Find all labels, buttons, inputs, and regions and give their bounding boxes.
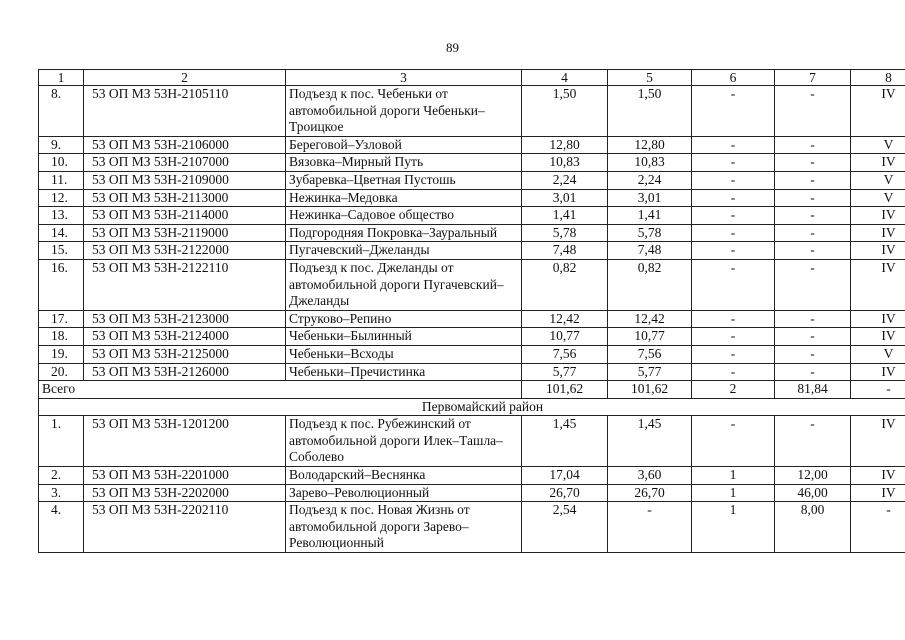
table-header-row — [39, 70, 905, 86]
row-number: 11. — [39, 171, 84, 189]
length-total: 2,54 — [522, 502, 608, 553]
road-code: 53 ОП МЗ 53Н-2201000 — [84, 467, 286, 485]
length-total: 1,41 — [522, 207, 608, 225]
length-total: 12,42 — [522, 310, 608, 328]
length-paved: 5,78 — [608, 224, 692, 242]
length-total: 26,70 — [522, 484, 608, 502]
col6-value: 1 — [692, 467, 775, 485]
road-name: Чебеньки–Пречистинка — [286, 363, 522, 381]
table-row — [39, 328, 905, 346]
length-total: 12,80 — [522, 136, 608, 154]
col6-value: - — [692, 310, 775, 328]
road-category: IV — [851, 86, 905, 137]
length-total: 3,01 — [522, 189, 608, 207]
road-category: IV — [851, 224, 905, 242]
total-length: 101,62 — [522, 381, 608, 399]
table-row — [39, 242, 905, 260]
road-code: 53 ОП МЗ 53Н-2106000 — [84, 136, 286, 154]
table-row — [39, 467, 905, 485]
road-name: Вязовка–Мирный Путь — [286, 154, 522, 172]
length-total: 5,78 — [522, 224, 608, 242]
road-category: V — [851, 171, 905, 189]
road-code: 53 ОП МЗ 53Н-2114000 — [84, 207, 286, 225]
col7-value: - — [775, 363, 851, 381]
length-paved: - — [608, 502, 692, 553]
section-title: Первомайский район — [39, 398, 905, 416]
total-col8: - — [851, 381, 905, 399]
length-total: 2,24 — [522, 171, 608, 189]
road-name: Пугачевский–Джеланды — [286, 242, 522, 260]
col6-value: - — [692, 86, 775, 137]
road-name: Володарский–Веснянка — [286, 467, 522, 485]
road-category: IV — [851, 259, 905, 310]
table-row — [39, 416, 905, 467]
length-total: 7,48 — [522, 242, 608, 260]
road-code: 53 ОП МЗ 53Н-2125000 — [84, 345, 286, 363]
road-name: Чебеньки–Былинный — [286, 328, 522, 346]
col7-value: - — [775, 136, 851, 154]
section-row — [39, 398, 905, 416]
length-paved: 0,82 — [608, 259, 692, 310]
length-paved: 1,41 — [608, 207, 692, 225]
row-number: 2. — [39, 467, 84, 485]
table-row — [39, 310, 905, 328]
row-number: 10. — [39, 154, 84, 172]
road-name: Струково–Репино — [286, 310, 522, 328]
col6-value: - — [692, 189, 775, 207]
col6-value: - — [692, 259, 775, 310]
page-number: 89 — [446, 40, 459, 55]
row-number: 3. — [39, 484, 84, 502]
col6-value: - — [692, 363, 775, 381]
length-total: 10,77 — [522, 328, 608, 346]
length-paved: 7,56 — [608, 345, 692, 363]
col7-value: - — [775, 259, 851, 310]
total-col7: 81,84 — [775, 381, 851, 399]
length-paved: 12,80 — [608, 136, 692, 154]
road-code: 53 ОП МЗ 53Н-2113000 — [84, 189, 286, 207]
road-name: Подъезд к пос. Новая Жизнь от автомобильной дороги Зарево–Революционный — [286, 502, 522, 553]
table-row — [39, 171, 905, 189]
length-total: 1,50 — [522, 86, 608, 137]
road-name: Зарево–Революционный — [286, 484, 522, 502]
road-name: Зубаревка–Цветная Пустошь — [286, 171, 522, 189]
column-header: 3 — [286, 70, 522, 86]
length-paved: 3,60 — [608, 467, 692, 485]
total-length-paved: 101,62 — [608, 381, 692, 399]
road-code: 53 ОП МЗ 53Н-2109000 — [84, 171, 286, 189]
road-name: Подъезд к пос. Джеланды от автомобильной дороги Пугачевский–Джеланды — [286, 259, 522, 310]
length-paved: 10,77 — [608, 328, 692, 346]
col6-value: - — [692, 136, 775, 154]
column-header: 2 — [84, 70, 286, 86]
length-paved: 12,42 — [608, 310, 692, 328]
col7-value: - — [775, 189, 851, 207]
table-row — [39, 484, 905, 502]
row-number: 20. — [39, 363, 84, 381]
col7-value: 46,00 — [775, 484, 851, 502]
length-paved: 3,01 — [608, 189, 692, 207]
length-paved: 1,50 — [608, 86, 692, 137]
road-name: Чебеньки–Всходы — [286, 345, 522, 363]
length-paved: 10,83 — [608, 154, 692, 172]
road-code: 53 ОП МЗ 53Н-2202000 — [84, 484, 286, 502]
row-number: 18. — [39, 328, 84, 346]
table-row — [39, 86, 905, 137]
row-number: 1. — [39, 416, 84, 467]
road-code: 53 ОП МЗ 53Н-2123000 — [84, 310, 286, 328]
row-number: 8. — [39, 86, 84, 137]
col7-value: 12,00 — [775, 467, 851, 485]
road-category: IV — [851, 310, 905, 328]
road-code: 53 ОП МЗ 53Н-2119000 — [84, 224, 286, 242]
road-category: IV — [851, 242, 905, 260]
row-number: 15. — [39, 242, 84, 260]
col6-value: - — [692, 328, 775, 346]
col6-value: - — [692, 242, 775, 260]
col6-value: - — [692, 154, 775, 172]
col6-value: - — [692, 345, 775, 363]
col7-value: - — [775, 416, 851, 467]
length-total: 10,83 — [522, 154, 608, 172]
road-category: - — [851, 502, 905, 553]
road-category: V — [851, 189, 905, 207]
road-category: IV — [851, 328, 905, 346]
table-row — [39, 502, 905, 553]
road-name: Береговой–Узловой — [286, 136, 522, 154]
road-name: Подъезд к пос. Рубежинский от автомобильной дороги Илек–Ташла–Соболево — [286, 416, 522, 467]
table-row — [39, 363, 905, 381]
length-total: 1,45 — [522, 416, 608, 467]
road-category: V — [851, 136, 905, 154]
row-number: 19. — [39, 345, 84, 363]
col7-value: - — [775, 310, 851, 328]
column-header: 7 — [775, 70, 851, 86]
col7-value: - — [775, 86, 851, 137]
road-code: 53 ОП МЗ 53Н-2124000 — [84, 328, 286, 346]
column-header: 4 — [522, 70, 608, 86]
road-category: IV — [851, 363, 905, 381]
col6-value: 1 — [692, 484, 775, 502]
road-code: 53 ОП МЗ 53Н-2202110 — [84, 502, 286, 553]
road-category: IV — [851, 207, 905, 225]
road-category: V — [851, 345, 905, 363]
row-number: 4. — [39, 502, 84, 553]
road-category: IV — [851, 154, 905, 172]
table-row — [39, 189, 905, 207]
road-code: 53 ОП МЗ 53Н-2107000 — [84, 154, 286, 172]
road-code: 53 ОП МЗ 53Н-2122110 — [84, 259, 286, 310]
road-name: Подъезд к пос. Чебеньки от автомобильной дороги Чебеньки–Троицкое — [286, 86, 522, 137]
table-row — [39, 136, 905, 154]
col7-value: - — [775, 345, 851, 363]
col7-value: - — [775, 224, 851, 242]
total-col6: 2 — [692, 381, 775, 399]
row-number: 17. — [39, 310, 84, 328]
col7-value: - — [775, 171, 851, 189]
column-header: 8 — [851, 70, 905, 86]
length-total: 17,04 — [522, 467, 608, 485]
length-paved: 2,24 — [608, 171, 692, 189]
column-header: 5 — [608, 70, 692, 86]
col7-value: - — [775, 207, 851, 225]
col6-value: - — [692, 171, 775, 189]
road-code: 53 ОП МЗ 53Н-2105110 — [84, 86, 286, 137]
col6-value: - — [692, 207, 775, 225]
road-category: IV — [851, 484, 905, 502]
road-name: Нежинка–Садовое общество — [286, 207, 522, 225]
road-code: 53 ОП МЗ 53Н-1201200 — [84, 416, 286, 467]
column-header: 6 — [692, 70, 775, 86]
road-code: 53 ОП МЗ 53Н-2126000 — [84, 363, 286, 381]
length-paved: 5,77 — [608, 363, 692, 381]
table-row — [39, 345, 905, 363]
road-category: IV — [851, 416, 905, 467]
col7-value: - — [775, 154, 851, 172]
table-row — [39, 154, 905, 172]
row-number: 16. — [39, 259, 84, 310]
roads-table — [38, 69, 905, 553]
column-header: 1 — [39, 70, 84, 86]
col6-value: 1 — [692, 502, 775, 553]
col7-value: - — [775, 242, 851, 260]
row-number: 13. — [39, 207, 84, 225]
total-label: Всего — [39, 381, 522, 399]
length-total: 5,77 — [522, 363, 608, 381]
length-paved: 26,70 — [608, 484, 692, 502]
length-total: 7,56 — [522, 345, 608, 363]
col6-value: - — [692, 224, 775, 242]
road-category: IV — [851, 467, 905, 485]
length-total: 0,82 — [522, 259, 608, 310]
road-name: Подгородняя Покровка–Зауральный — [286, 224, 522, 242]
total-row — [39, 381, 905, 399]
table-row — [39, 224, 905, 242]
table-row — [39, 207, 905, 225]
road-code: 53 ОП МЗ 53Н-2122000 — [84, 242, 286, 260]
col7-value: 8,00 — [775, 502, 851, 553]
length-paved: 1,45 — [608, 416, 692, 467]
table-row — [39, 259, 905, 310]
row-number: 14. — [39, 224, 84, 242]
road-name: Нежинка–Медовка — [286, 189, 522, 207]
col7-value: - — [775, 328, 851, 346]
col6-value: - — [692, 416, 775, 467]
row-number: 9. — [39, 136, 84, 154]
row-number: 12. — [39, 189, 84, 207]
length-paved: 7,48 — [608, 242, 692, 260]
